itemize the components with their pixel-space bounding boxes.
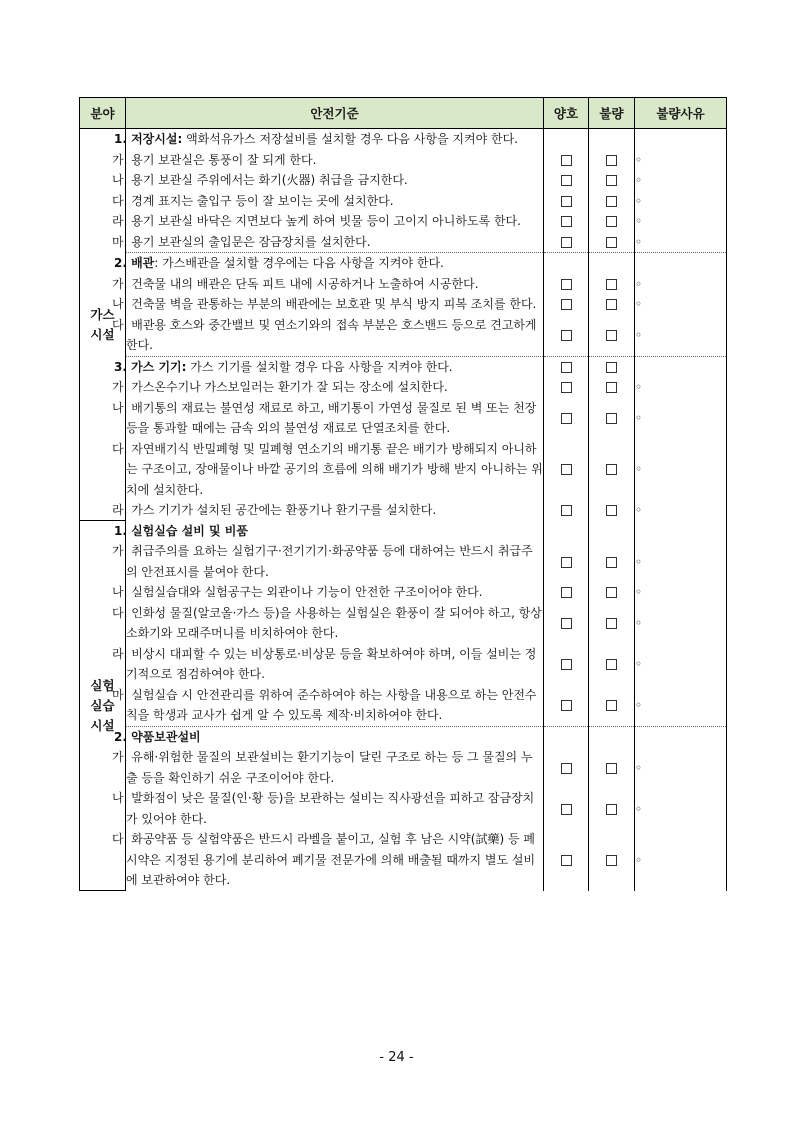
reason-cell[interactable] [635,439,727,501]
reason-mark: ◦ [635,657,643,671]
bad-checkbox[interactable] [606,216,617,227]
bad-checkbox[interactable] [606,413,617,424]
checklist-item-row [80,170,727,191]
bad-checkbox[interactable] [606,700,617,711]
header-standard: 안전기준 [126,98,544,129]
reason-mark: ◦ [635,173,643,188]
bad-checkbox[interactable] [606,299,617,310]
header-area: 분야 [80,98,126,129]
checklist-item-row [80,377,727,398]
reason-mark: ◦ [635,380,643,395]
reason-cell[interactable] [635,644,727,685]
checklist-item-text: 라. 용기 보관실 바닥은 지면보다 높게 하여 빗물 등이 고이지 아니하도록 한다. [126,211,544,232]
reason-cell[interactable] [635,788,727,829]
bad-cell [589,582,635,603]
reason-cell[interactable] [635,294,727,315]
reason-mark: ◦ [635,297,643,312]
bad-cell [589,294,635,315]
checklist-item-text: 다. 배관용 호스와 중간밸브 및 연소기와의 접속 부분은 호스밴드 등으로 견고하게 한다. [126,315,544,357]
reason-mark: ◦ [635,801,643,816]
checklist-item-row [80,315,727,357]
checklist-item-row [80,829,727,891]
checklist-item-text: 나. 용기 보관실 주위에서는 화기(火器) 취급을 금지한다. [126,170,544,191]
section-area-label: 가스 시설 [80,129,126,521]
group-title-text: 가스 기기를 설치할 경우 다음 사항을 지켜야 한다. [186,359,453,374]
reason-cell[interactable] [635,191,727,212]
bad-cell-empty [589,129,635,150]
reason-mark: ◦ [635,503,643,518]
table-body [80,129,727,891]
checklist-item-row [80,500,727,521]
bad-checkbox[interactable] [606,175,617,186]
good-cell [544,541,589,582]
bad-cell [589,685,635,727]
good-cell-empty [544,129,589,150]
reason-mark: ◦ [635,234,643,249]
reason-cell[interactable] [635,398,727,439]
group-title [114,356,544,377]
group-title-row [80,521,727,542]
reason-cell[interactable] [635,377,727,398]
bad-checkbox[interactable] [606,557,617,568]
good-cell [544,356,589,377]
page-number: - 24 - [379,1050,414,1065]
bad-checkbox[interactable] [606,382,617,393]
bad-cell [589,829,635,891]
good-checkbox[interactable] [561,804,572,815]
reason-cell[interactable] [635,356,727,377]
checklist-item-text: 라. 비상시 대피할 수 있는 비상통로·비상문 등을 확보하여야 하며, 이들 설비는 정기적으로 점검하여야 한다. [126,644,544,685]
checklist-item-text: 가. 건축물 내의 배관은 단독 피트 내에 시공하거나 노출하여 시공한다. [126,274,544,295]
checklist-item-text: 나. 발화점이 낮은 물질(인·황 등)을 보관하는 설비는 직사광선을 피하고 잠금장치가 있어야 한다. [126,788,544,829]
bad-checkbox[interactable] [606,804,617,815]
checklist-item-row [80,232,727,253]
bad-cell-empty [589,253,635,274]
good-checkbox[interactable] [561,659,572,670]
group-title-text: : 가스배관을 설치할 경우에는 다음 사항을 지켜야 한다. [154,256,444,270]
bad-checkbox[interactable] [606,330,617,341]
group-title [114,129,544,150]
reason-cell[interactable] [635,541,727,582]
good-checkbox[interactable] [561,587,572,598]
checklist-item-row [80,191,727,212]
bad-cell-empty [589,726,635,747]
checklist-item-row [80,211,727,232]
bad-cell [589,170,635,191]
good-cell [544,315,589,357]
good-checkbox[interactable] [561,855,572,866]
bad-checkbox[interactable] [606,618,617,629]
good-cell [544,274,589,295]
good-checkbox[interactable] [561,279,572,290]
section-area-label: 실험 실습 시설 [80,521,126,891]
reason-mark: ◦ [635,585,643,600]
good-cell [544,170,589,191]
bad-checkbox[interactable] [606,855,617,866]
good-cell [544,603,589,644]
checklist-item-text: 나. 건축물 벽을 관통하는 부분의 배관에는 보호관 및 부식 방지 피복 조치를 한다. [126,294,544,315]
bad-cell [589,356,635,377]
good-checkbox[interactable] [561,505,572,516]
reason-mark: ◦ [635,276,643,291]
bad-cell [589,191,635,212]
reason-mark: ◦ [635,698,643,712]
good-cell [544,211,589,232]
good-cell [544,829,589,891]
reason-cell[interactable] [635,150,727,171]
bad-checkbox[interactable] [606,196,617,207]
checklist-item-row [80,644,727,685]
reason-cell[interactable] [635,500,727,521]
bad-checkbox[interactable] [606,362,617,373]
reason-mark: ◦ [635,152,643,167]
reason-mark: ◦ [635,462,643,477]
good-checkbox[interactable] [561,237,572,248]
bad-checkbox[interactable] [606,237,617,248]
header-reason: 불량사유 [635,98,727,129]
bad-cell [589,788,635,829]
header-good: 양호 [544,98,589,129]
good-cell-empty [544,726,589,747]
bad-cell [589,500,635,521]
bad-checkbox[interactable] [606,505,617,516]
group-title-bold: 3. 가스 기기: [114,359,187,374]
group-title-text: 액화석유가스 저장설비를 설치할 경우 다음 사항을 지켜야 한다. [182,132,518,146]
bad-cell [589,439,635,501]
group-title-row [80,129,727,150]
good-cell [544,377,589,398]
safety-checklist-table [79,97,727,891]
checklist-item-row [80,685,727,727]
bad-checkbox[interactable] [606,587,617,598]
good-checkbox[interactable] [561,413,572,424]
checklist-item-text: 나. 실험실습대와 실험공구는 외관이나 기능이 안전한 구조이어야 한다. [126,582,544,603]
good-cell [544,232,589,253]
good-checkbox[interactable] [561,155,572,166]
reason-mark: ◦ [635,616,643,630]
good-checkbox[interactable] [561,362,572,373]
reason-mark: ◦ [635,193,643,208]
reason-mark: ◦ [635,214,643,229]
group-title-bold: 2. 배관 [114,256,155,270]
good-cell-empty [544,253,589,274]
good-checkbox[interactable] [561,216,572,227]
checklist-item-text: 다. 화공약품 등 실험약품은 반드시 라벨을 붙이고, 실험 후 남은 시약(試藥) 등 폐시약은 지정된 용기에 분리하여 폐기물 전문가에 의해 배출될 때까지 별도 설비에 보관하여야 한다. [126,829,544,891]
checklist-item-row [80,398,727,439]
bad-checkbox[interactable] [606,464,617,475]
checklist-item-row [80,150,727,171]
good-cell [544,788,589,829]
bad-cell [589,150,635,171]
good-cell [544,150,589,171]
bad-cell [589,603,635,644]
reason-cell[interactable] [635,685,727,727]
bad-cell [589,315,635,357]
bad-checkbox[interactable] [606,659,617,670]
reason-cell[interactable] [635,232,727,253]
bad-cell [589,541,635,582]
bad-cell [589,747,635,788]
checklist-item-text: 다. 인화성 물질(알코올·가스 등)을 사용하는 실험실은 환풍이 잘 되어야 하고, 항상 소화기와 모래주머니를 비치하여야 한다. [126,603,544,644]
reason-mark: ◦ [635,760,643,775]
header-bad: 불량 [589,98,635,129]
reason-cell[interactable] [635,315,727,357]
good-checkbox[interactable] [561,330,572,341]
reason-mark: ◦ [635,411,643,425]
checklist-item-text: 다. 경계 표지는 출입구 등이 잘 보이는 곳에 설치한다. [126,191,544,212]
reason-cell[interactable] [635,211,727,232]
group-title [114,253,544,274]
checklist-item-text: 라. 가스 기기가 설치된 공간에는 환풍기나 환기구를 설치한다. [126,500,544,521]
checklist-item-text: 마. 실험실습 시 안전관리를 위하여 준수하여야 하는 사항을 내용으로 하는 안전수칙을 학생과 교사가 쉽게 알 수 있도록 제작·비치하여야 한다. [126,685,544,727]
good-cell [544,398,589,439]
good-checkbox[interactable] [561,464,572,475]
reason-cell-empty [635,129,727,150]
checklist-item-text: 마. 용기 보관실의 출입문은 잠금장치를 설치한다. [126,232,544,253]
reason-cell[interactable] [635,582,727,603]
group-title-bold: 2. 약품보관설비 [114,729,201,744]
good-cell [544,439,589,501]
bad-checkbox[interactable] [606,279,617,290]
good-checkbox[interactable] [561,557,572,568]
bad-checkbox[interactable] [606,763,617,774]
good-checkbox[interactable] [561,763,572,774]
bad-cell [589,644,635,685]
reason-cell-empty [635,726,727,747]
bad-cell [589,274,635,295]
reason-mark: ◦ [635,554,643,569]
checklist-item-row [80,274,727,295]
group-title [114,521,544,542]
group-title-row [80,726,727,747]
good-checkbox[interactable] [561,299,572,310]
bad-checkbox[interactable] [606,155,617,166]
reason-mark: ◦ [635,328,643,342]
checklist-item-row [80,788,727,829]
group-title-bold: 1. 저장시설: [114,132,183,146]
group-title-bold: 1. 실험실습 설비 및 비품 [114,523,248,538]
good-checkbox[interactable] [561,618,572,629]
reason-cell[interactable] [635,747,727,788]
checklist-item-text: 가. 가스온수기나 가스보일러는 환기가 잘 되는 장소에 설치한다. [126,377,544,398]
checklist-item-row [80,747,727,788]
good-cell [544,500,589,521]
group-title [114,726,544,747]
group-title-row [80,356,727,377]
reason-cell[interactable] [635,829,727,891]
bad-cell [589,232,635,253]
good-cell [544,644,589,685]
checklist-item-text: 가. 용기 보관실은 통풍이 잘 되게 한다. [126,150,544,171]
good-checkbox[interactable] [561,175,572,186]
checklist-item-row [80,541,727,582]
reason-cell[interactable] [635,274,727,295]
bad-cell [589,398,635,439]
good-cell [544,685,589,727]
checklist-item-text: 다. 자연배기식 반밀폐형 및 밀폐형 연소기의 배기통 끝은 배기가 방해되지 아니하는 구조이고, 장애물이나 바깥 공기의 흐름에 의해 배기가 방해 받지 아니하는 위치에 설치한다. [126,439,544,501]
reason-cell-empty [635,253,727,274]
good-cell [544,191,589,212]
checklist-item-row [80,582,727,603]
checklist-item-row [80,603,727,644]
group-title-row [80,253,727,274]
good-checkbox[interactable] [561,196,572,207]
good-checkbox[interactable] [561,700,572,711]
bad-cell [589,211,635,232]
reason-mark: ◦ [635,852,643,867]
bad-cell [589,377,635,398]
reason-cell[interactable] [635,603,727,644]
checklist-item-text: 가. 유해·위험한 물질의 보관설비는 환기기능이 달린 구조로 하는 등 그 물질의 누출 등을 확인하기 쉬운 구조이어야 한다. [126,747,544,788]
good-cell [544,582,589,603]
good-cell-empty [544,521,589,542]
checklist-item-text: 가. 취급주의를 요하는 실험기구·전기기기·화공약품 등에 대하여는 반드시 취급주의 안전표시를 붙여야 한다. [126,541,544,582]
good-cell [544,294,589,315]
checklist-item-text: 나. 배기통의 재료는 불연성 재료로 하고, 배기통이 가연성 물질로 된 벽 또는 천장 등을 통과할 때에는 금속 외의 불연성 재료로 단열조치를 한다. [126,398,544,439]
checklist-item-row [80,439,727,501]
good-checkbox[interactable] [561,382,572,393]
table-header-row [80,98,727,129]
good-cell [544,747,589,788]
reason-cell[interactable] [635,170,727,191]
bad-cell-empty [589,521,635,542]
reason-cell-empty [635,521,727,542]
checklist-item-row [80,294,727,315]
